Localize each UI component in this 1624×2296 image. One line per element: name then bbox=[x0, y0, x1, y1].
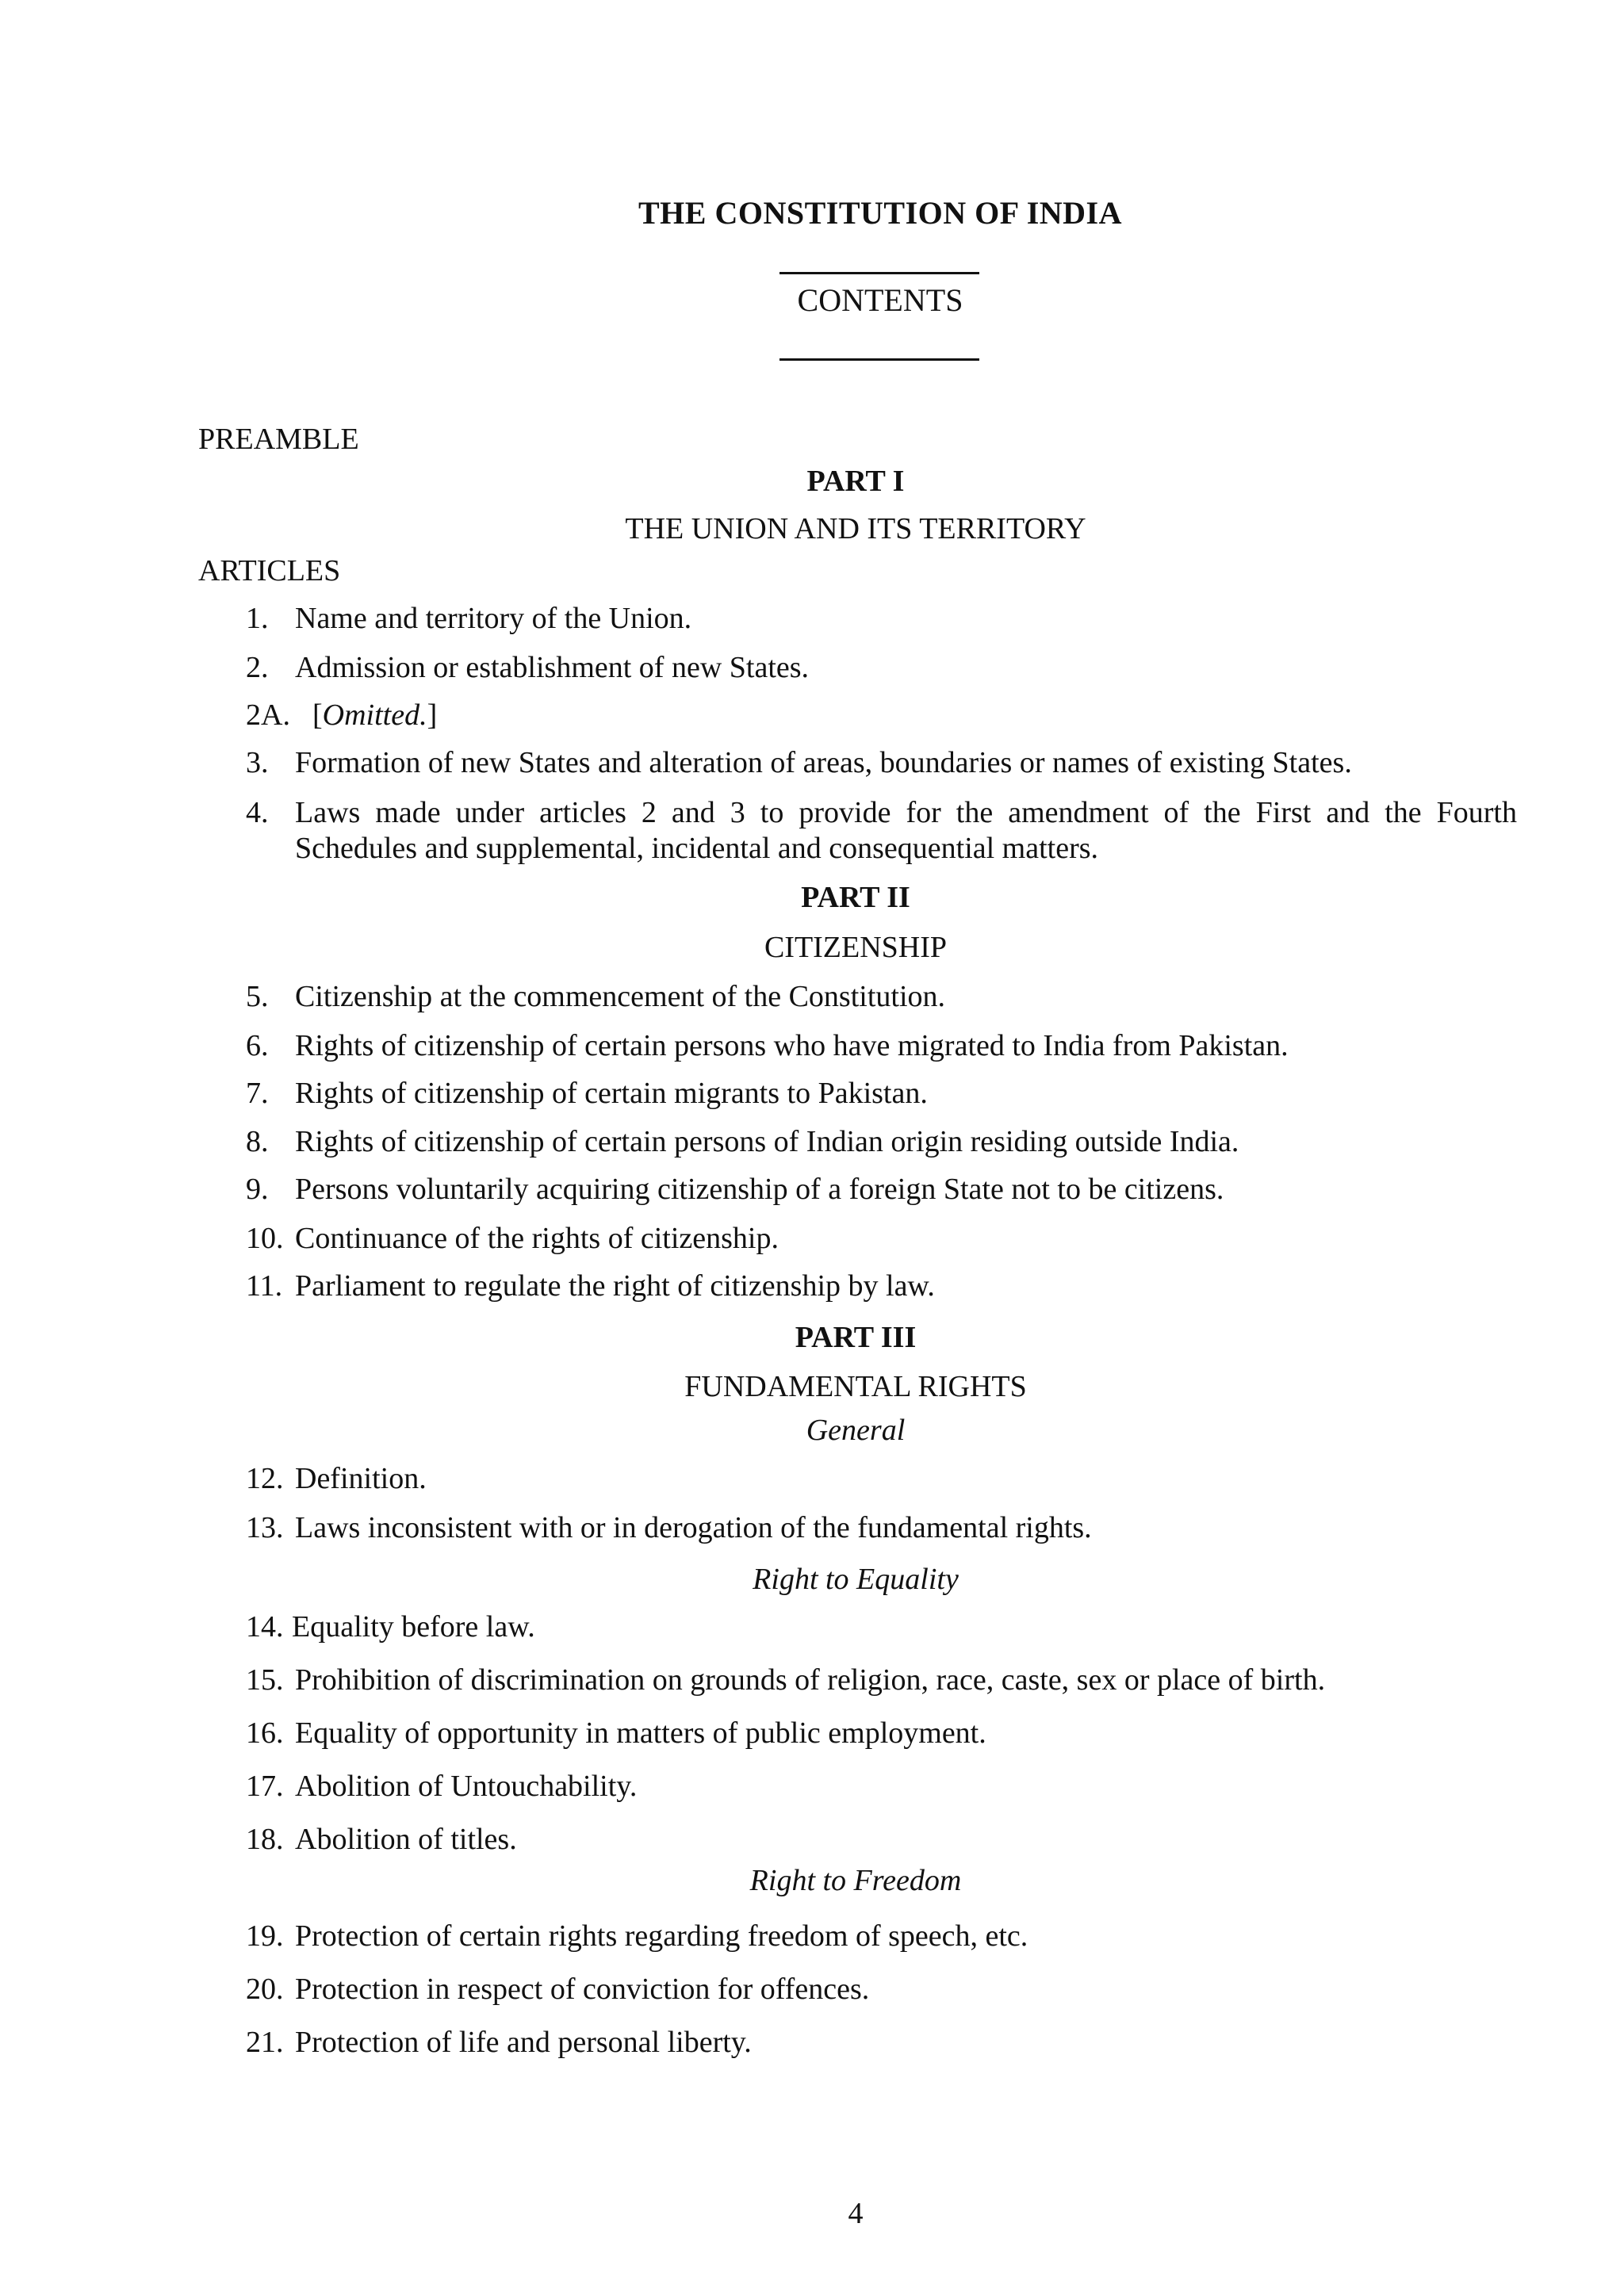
article-title: Persons voluntarily acquiring citizenship of a foreign State not to be citizens. bbox=[295, 1173, 1224, 1206]
article-title: Continuance of the rights of citizenship. bbox=[295, 1222, 779, 1255]
article-title: Equality of opportunity in matters of public employment. bbox=[295, 1716, 986, 1750]
article-title: Parliament to regulate the right of citizenship by law. bbox=[295, 1269, 935, 1303]
article-number: 9. bbox=[246, 1173, 269, 1206]
article-number: 6. bbox=[246, 1029, 269, 1062]
article-number: 1. bbox=[246, 602, 269, 635]
document-title: THE CONSTITUTION OF INDIA bbox=[638, 195, 1123, 231]
article-number: 20. bbox=[246, 1973, 284, 2006]
article-title: Rights of citizenship of certain migrants to Pakistan. bbox=[295, 1077, 928, 1110]
article-title-line-2: Schedules and supplemental, incidental and consequential matters. bbox=[295, 832, 1099, 865]
article-number: 4. bbox=[246, 796, 269, 829]
omitted-label: Omitted. bbox=[322, 698, 427, 732]
article-number: 3. bbox=[246, 746, 269, 779]
article-title: Laws inconsistent with or in derogation of the fundamental rights. bbox=[295, 1511, 1092, 1544]
article-number: 21. bbox=[246, 2026, 284, 2059]
part-2-title: CITIZENSHIP bbox=[764, 931, 948, 964]
subheading-general: General bbox=[806, 1414, 906, 1447]
article-title: Citizenship at the commencement of the Constitution. bbox=[295, 980, 946, 1013]
article-title: Abolition of titles. bbox=[295, 1823, 517, 1856]
article-number: 17. bbox=[246, 1770, 284, 1803]
article-title-line-1: Laws made under articles 2 and 3 to provide for the amendment of the First and the Fourth bbox=[295, 796, 1517, 829]
article-number: 10. bbox=[246, 1222, 284, 1255]
article-number: 8. bbox=[246, 1125, 269, 1158]
article-number: 16. bbox=[246, 1716, 284, 1750]
subheading-right-to-equality: Right to Equality bbox=[753, 1563, 959, 1596]
part-1-heading: PART I bbox=[806, 465, 905, 498]
article-number: 19. bbox=[246, 1919, 284, 1953]
subheading-right-to-freedom: Right to Freedom bbox=[749, 1864, 962, 1897]
article-number: 11. bbox=[246, 1269, 283, 1303]
article-number: 7. bbox=[246, 1077, 269, 1110]
article-title: Definition. bbox=[295, 1462, 427, 1495]
part-3-heading: PART III bbox=[795, 1321, 917, 1354]
article-title: Prohibition of discrimination on grounds of religion, race, caste, sex or place of birth. bbox=[295, 1663, 1326, 1697]
article-title: Protection of life and personal liberty. bbox=[295, 2026, 752, 2059]
article-number: 14. bbox=[246, 1610, 284, 1644]
title-divider-top bbox=[779, 272, 979, 274]
article-title: Rights of citizenship of certain persons of Indian origin residing outside India. bbox=[295, 1125, 1239, 1158]
article-title: Name and territory of the Union. bbox=[295, 602, 692, 635]
omitted-bracket-open: [ bbox=[312, 698, 323, 732]
omitted-bracket-close: ] bbox=[427, 698, 438, 732]
article-title: Rights of citizenship of certain persons who have migrated to India from Pakistan. bbox=[295, 1029, 1289, 1062]
articles-label: ARTICLES bbox=[198, 554, 341, 587]
article-title: Protection in respect of conviction for offences. bbox=[295, 1973, 870, 2006]
article-number: 12. bbox=[246, 1462, 284, 1495]
article-title bbox=[312, 698, 437, 733]
article-title: Abolition of Untouchability. bbox=[295, 1770, 638, 1803]
part-1-title: THE UNION AND ITS TERRITORY bbox=[625, 512, 1086, 545]
page-number: 4 bbox=[848, 2197, 864, 2230]
part-2-heading: PART II bbox=[801, 881, 910, 914]
article-title: Equality before law. bbox=[292, 1610, 535, 1644]
title-divider-bottom bbox=[779, 358, 979, 361]
article-number: 2. bbox=[246, 651, 269, 684]
preamble-label: PREAMBLE bbox=[198, 423, 359, 456]
article-number: 13. bbox=[246, 1511, 284, 1544]
article-number: 18. bbox=[246, 1823, 284, 1856]
article-number: 2A. bbox=[246, 698, 290, 732]
contents-heading: CONTENTS bbox=[797, 282, 963, 318]
article-title: Formation of new States and alteration of areas, boundaries or names of existing States. bbox=[295, 746, 1352, 779]
article-number: 15. bbox=[246, 1663, 284, 1697]
article-title: Admission or establishment of new States. bbox=[295, 651, 810, 684]
article-number: 5. bbox=[246, 980, 269, 1013]
article-title: Protection of certain rights regarding freedom of speech, etc. bbox=[295, 1919, 1028, 1953]
part-3-title: FUNDAMENTAL RIGHTS bbox=[684, 1370, 1027, 1403]
